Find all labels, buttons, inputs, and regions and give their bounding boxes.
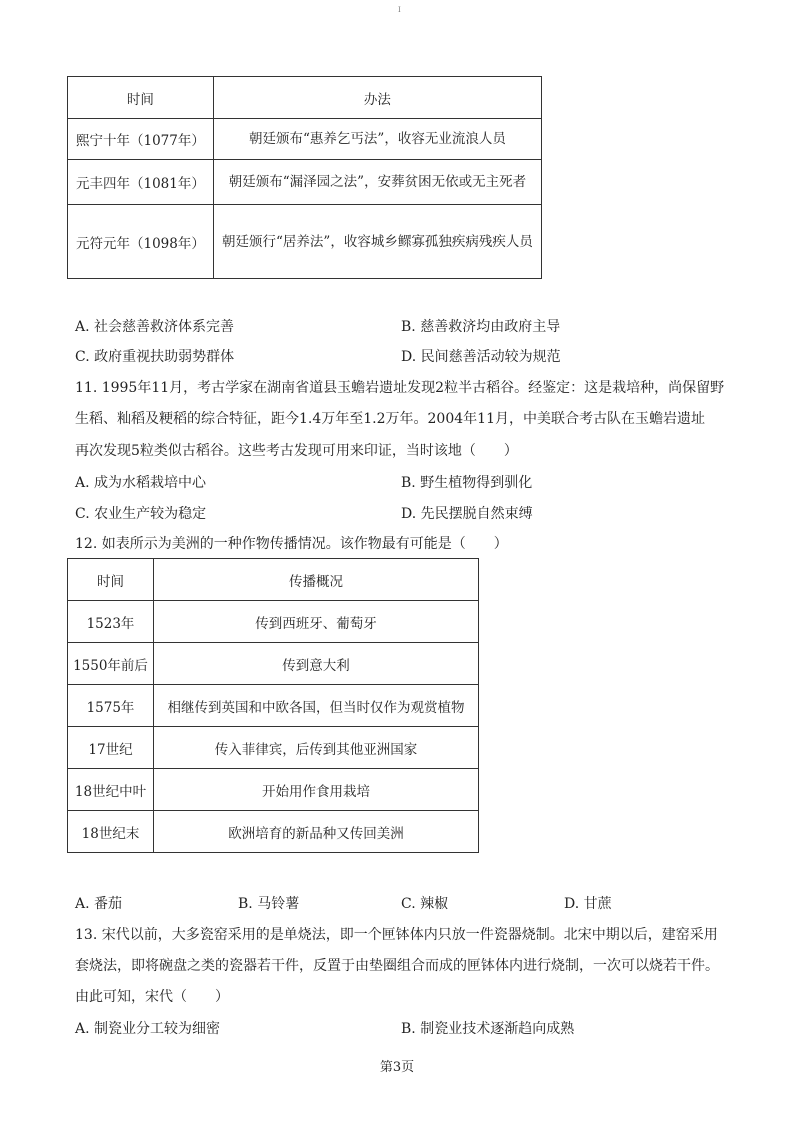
header-time: 时间 (68, 559, 154, 601)
header-measures: 办法 (213, 77, 541, 119)
row-measure: 朝廷颁布“惠养乞丐法”，收容无业流浪人员 (213, 119, 541, 160)
q10-option-c: C. 政府重视扶助弱势群体 (75, 349, 235, 365)
row-spread: 相继传到英国和中欧各国，但当时仅作为观赏植物 (154, 685, 479, 727)
q10-option-d: D. 民间慈善活动较为规范 (401, 349, 561, 365)
table-row (68, 811, 479, 853)
table-row (68, 119, 542, 160)
q11-stem-line-1: 11. 1995年11月，考古学家在湖南省道县玉蟾岩遗址发现2粒半古稻谷。经鉴定：这是栽培种，尚保留野 (75, 380, 725, 396)
table-row (68, 160, 542, 205)
q12-stem: 12. 如表所示为美洲的一种作物传播情况。该作物最有可能是（ ） (75, 536, 508, 552)
q13-stem-line-3: 由此可知，宋代（ ） (75, 989, 229, 1005)
q11-option-d: D. 先民摆脱自然束缚 (401, 506, 533, 522)
row-spread: 欧洲培育的新品种又传回美洲 (154, 811, 479, 853)
q12-option-d: D. 甘蔗 (564, 896, 612, 912)
q12-option-b: B. 马铃薯 (238, 896, 300, 912)
q13-option-b: B. 制瓷业技术逐渐趋向成熟 (401, 1021, 575, 1037)
q10-option-a: A. 社会慈善救济体系完善 (75, 319, 235, 335)
q13-option-a: A. 制瓷业分工较为细密 (75, 1021, 221, 1037)
row-time: 17世纪 (68, 727, 154, 769)
table-row (68, 643, 479, 685)
table-row (68, 769, 479, 811)
table-header-row (68, 559, 479, 601)
table-row (68, 205, 542, 279)
q11-option-b: B. 野生植物得到驯化 (401, 475, 533, 491)
header-time: 时间 (68, 77, 214, 119)
row-measure: 朝廷颁布“漏泽园之法”，安葬贫困无依或无主死者 (213, 160, 541, 205)
q11-option-c: C. 农业生产较为稳定 (75, 506, 207, 522)
row-time: 1523年 (68, 601, 154, 643)
row-time: 18世纪末 (68, 811, 154, 853)
q13-stem-line-1: 13. 宋代以前，大多瓷窑采用的是单烧法，即一个匣钵体内只放一件瓷器烧制。北宋中期以后，建窑采用 (75, 927, 718, 943)
table-row (68, 601, 479, 643)
table-crop-spread (67, 558, 479, 853)
q10-option-b: B. 慈善救济均由政府主导 (401, 319, 561, 335)
row-spread: 开始用作食用栽培 (154, 769, 479, 811)
q11-stem-line-2: 生稻、籼稻及粳稻的综合特征，距今1.4万年至1.2万年。2004年11月，中美联合考古队在玉蟾岩遗址 (75, 411, 705, 427)
row-time: 元丰四年（1081年） (68, 160, 214, 205)
row-time: 18世纪中叶 (68, 769, 154, 811)
row-spread: 传到西班牙、葡萄牙 (154, 601, 479, 643)
q12-option-c: C. 辣椒 (401, 896, 449, 912)
row-time: 1550年前后 (68, 643, 154, 685)
q12-option-a: A. 番茄 (75, 896, 123, 912)
row-measure: 朝廷颁行“居养法”，收容城乡鳏寡孤独疾病残疾人员 (213, 205, 541, 279)
table-row (68, 727, 479, 769)
q11-stem-line-3: 再次发现5粒类似古稻谷。这些考古发现可用来印证，当时该地（ ） (75, 443, 518, 459)
q11-option-a: A. 成为水稻栽培中心 (75, 475, 207, 491)
header-spread: 传播概况 (154, 559, 479, 601)
table-header-row (68, 77, 542, 119)
row-time: 1575年 (68, 685, 154, 727)
q13-stem-line-2: 套烧法，即将碗盘之类的瓷器若干件，反置于由垫圈组合而成的匣钵体内进行烧制，一次可以烧若干件。 (75, 958, 719, 974)
page-number: 第3页 (379, 1060, 415, 1075)
row-time: 熙宁十年（1077年） (68, 119, 214, 160)
table-row (68, 685, 479, 727)
row-spread: 传到意大利 (154, 643, 479, 685)
header-mark: I (398, 6, 401, 14)
table-relief-measures (67, 76, 542, 279)
row-spread: 传入菲律宾，后传到其他亚洲国家 (154, 727, 479, 769)
row-time: 元符元年（1098年） (68, 205, 214, 279)
